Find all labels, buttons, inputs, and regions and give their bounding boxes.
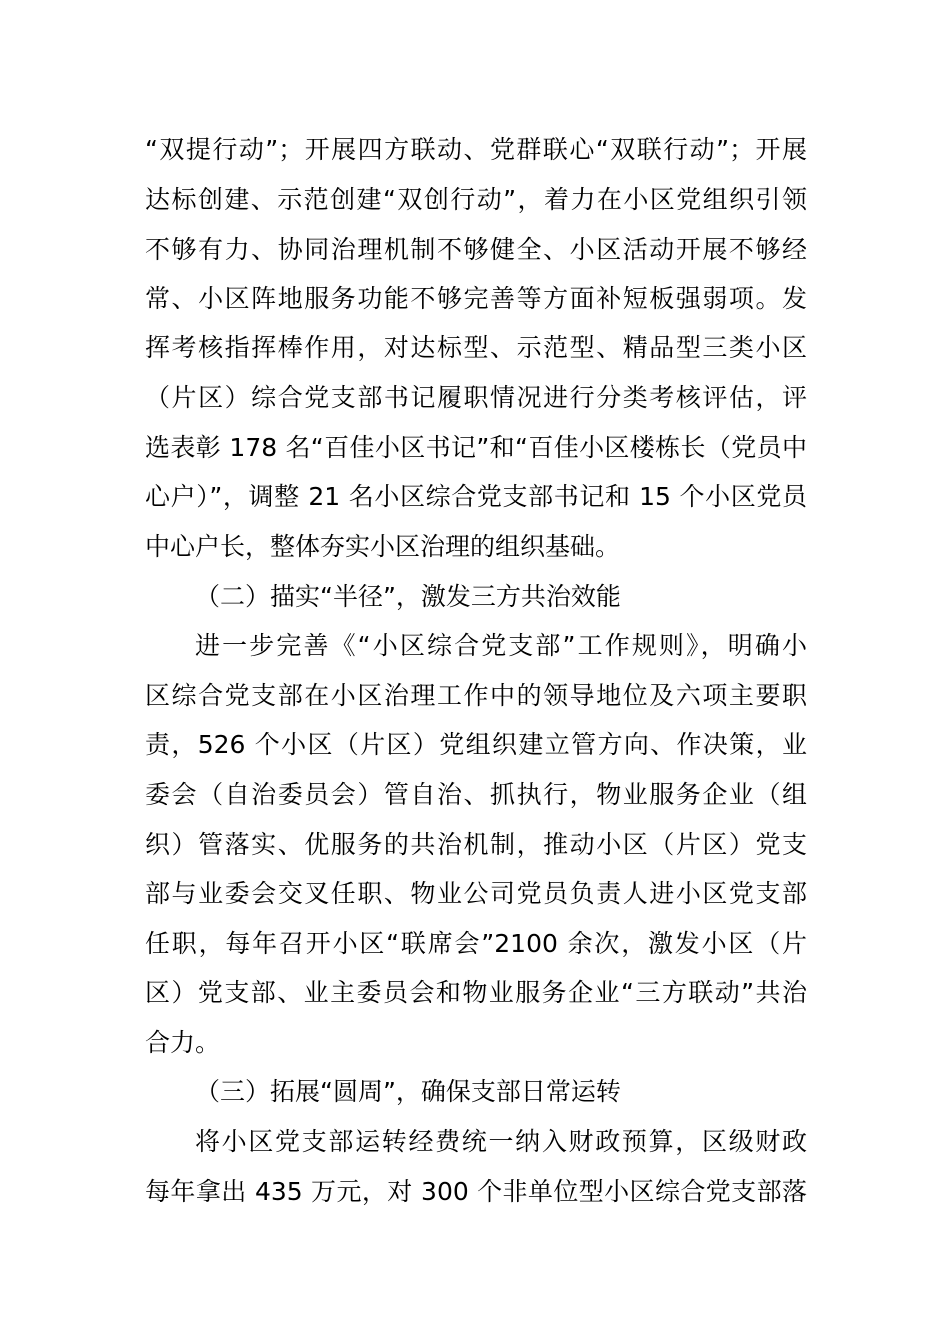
paragraph-line: 中心户长，整体夯实小区治理的组织基础。 (145, 532, 621, 561)
paragraph-line: 选表彰 178 名“百佳小区书记”和“百佳小区楼栋长（党员中 (145, 433, 807, 462)
paragraph-line: （片区）综合党支部书记履职情况进行分类考核评估，评 (145, 383, 807, 412)
paragraph-line: 心户）”，调整 21 名小区综合党支部书记和 15 个小区党员 (145, 482, 807, 511)
paragraph-line: 达标创建、示范创建“双创行动”，着力在小区党组织引领 (145, 185, 807, 214)
paragraph-line: 委会（自治委员会）管自治、抓执行，物业服务企业（组 (145, 780, 807, 809)
paragraph-line: 将小区党支部运转经费统一纳入财政预算，区级财政 (195, 1127, 807, 1156)
paragraph-line: 部与业委会交叉任职、物业公司党员负责人进小区党支部 (145, 879, 807, 908)
paragraph-line: 任职，每年召开小区“联席会”2100 余次，激发小区（片 (145, 929, 807, 958)
paragraph-line: 常、小区阵地服务功能不够完善等方面补短板强弱项。发 (145, 284, 807, 313)
paragraph-line: 织）管落实、优服务的共治机制，推动小区（片区）党支 (145, 830, 807, 859)
paragraph-line: 合力。 (145, 1028, 221, 1057)
paragraph-line: 进一步完善《“小区综合党支部”工作规则》，明确小 (195, 631, 807, 660)
paragraph-line: 区）党支部、业主委员会和物业服务企业“三方联动”共治 (145, 978, 807, 1007)
paragraph-line: 区综合党支部在小区治理工作中的领导地位及六项主要职 (145, 681, 807, 710)
paragraph-line: 不够有力、协同治理机制不够健全、小区活动开展不够经 (145, 235, 807, 264)
paragraph-line: “双提行动”；开展四方联动、党群联心“双联行动”；开展 (145, 135, 807, 164)
paragraph-line: 挥考核指挥棒作用，对达标型、示范型、精品型三类小区 (145, 333, 807, 362)
section-heading: （二）描实“半径”，激发三方共治效能 (195, 582, 621, 611)
paragraph-line: 每年拿出 435 万元，对 300 个非单位型小区综合党支部落 (145, 1177, 807, 1206)
section-heading: （三）拓展“圆周”，确保支部日常运转 (195, 1077, 621, 1106)
paragraph-line: 责，526 个小区（片区）党组织建立管方向、作决策，业 (145, 730, 807, 759)
